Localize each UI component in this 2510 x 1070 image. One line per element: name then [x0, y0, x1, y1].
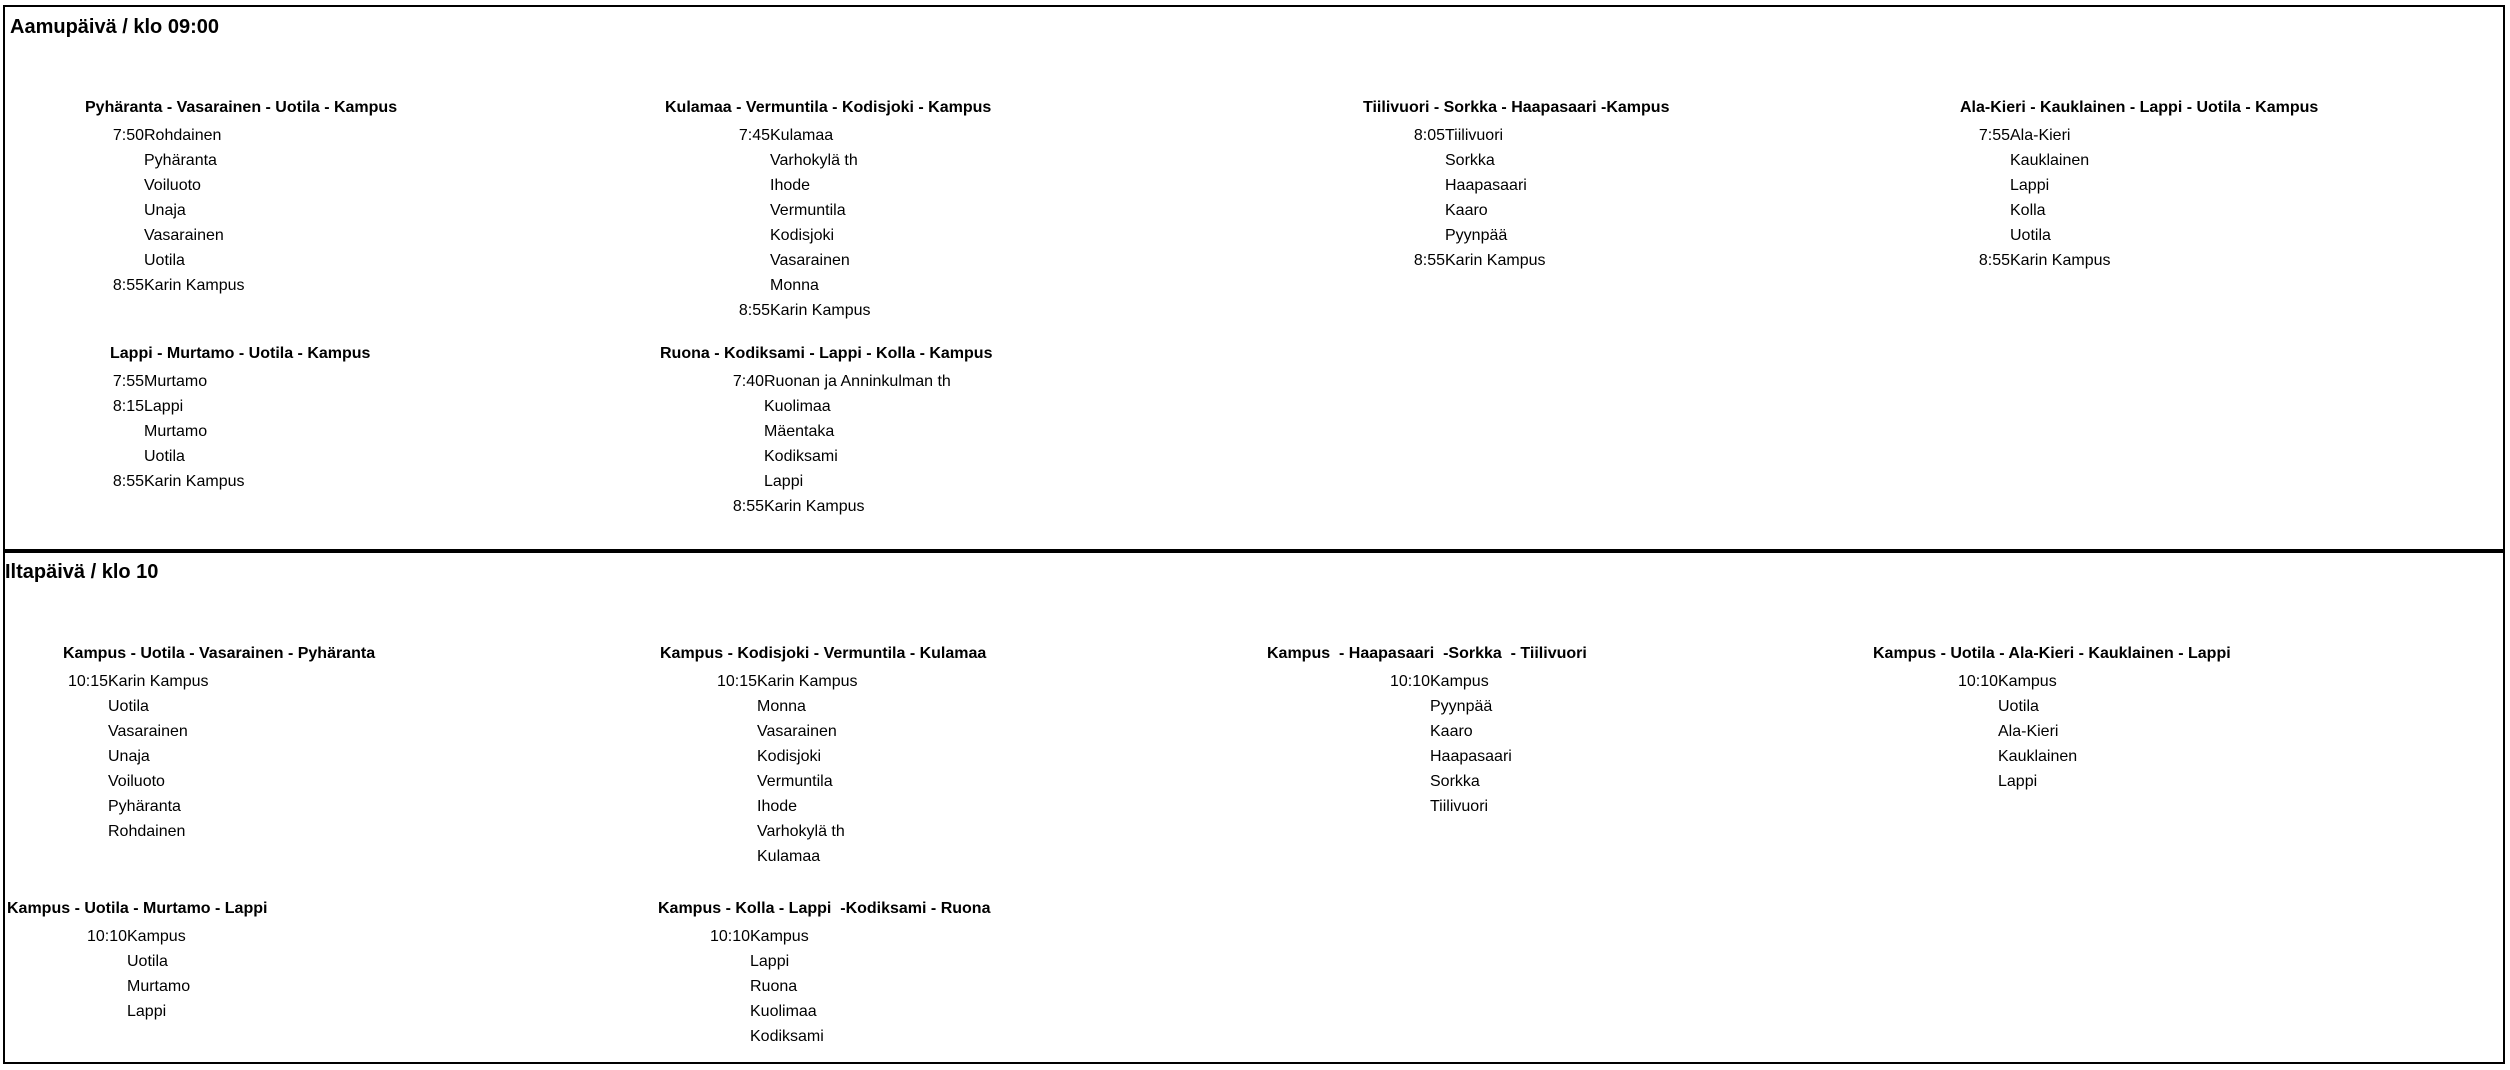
stop-cell: Kuolimaa: [764, 398, 831, 415]
time-cell: [1960, 198, 2010, 223]
time-cell: [1873, 719, 1998, 744]
stop-row: [658, 999, 824, 1024]
stop-cell: Monna: [770, 277, 819, 294]
stop-cell: Ala-Kieri: [2010, 127, 2071, 144]
time-cell: [660, 469, 764, 494]
stop-row: [110, 419, 245, 444]
time-cell: [1873, 744, 1998, 769]
time-cell: [1267, 744, 1430, 769]
stop-row: [110, 369, 245, 394]
stop-cell: Sorkka: [1445, 152, 1495, 169]
route-block-alakieri-kampus: [1960, 95, 2318, 273]
stop-row: [1363, 173, 1546, 198]
route-block-tiilivuori-kampus: [1363, 95, 1669, 273]
stop-cell: Karin Kampus: [757, 673, 858, 690]
route-block-kampus-tiilivuori: [1267, 641, 1587, 819]
stop-cell: Ruona: [750, 978, 798, 995]
stop-cell: Mäentaka: [764, 423, 835, 440]
stop-cell: Kodisjoki: [770, 227, 835, 244]
stop-row: [1873, 694, 2077, 719]
time-cell: [665, 273, 770, 298]
stop-cell: Karin Kampus: [2010, 252, 2111, 269]
stop-row: [63, 744, 209, 769]
stop-row: [1960, 123, 2111, 148]
stop-row: [665, 273, 871, 298]
route-block-ruona-kampus: [660, 341, 992, 519]
time-cell: [1363, 148, 1445, 173]
time-cell: [665, 248, 770, 273]
time-cell: 8:55: [112, 473, 144, 490]
stop-cell: Kodiksami: [764, 448, 838, 465]
time-cell: 7:55: [1978, 127, 2010, 144]
time-cell: 8:55: [732, 498, 764, 515]
stop-cell: Voiluoto: [144, 177, 201, 194]
time-cell: [1960, 148, 2010, 173]
time-cell: [63, 794, 108, 819]
route-title: Kampus - Uotila - Murtamo - Lappi: [7, 900, 268, 917]
time-cell: 8:55: [1413, 252, 1445, 269]
stop-row: [1267, 669, 1512, 694]
time-cell: 7:40: [732, 373, 764, 390]
time-cell: [658, 974, 750, 999]
stop-cell: Kampus: [1430, 673, 1489, 690]
stop-row: [7, 999, 190, 1024]
stop-cell: Kauklainen: [1998, 748, 2078, 765]
stop-cell: Ala-Kieri: [1998, 723, 2059, 740]
stop-row: [1267, 694, 1512, 719]
route-block-lappi-kampus: [110, 341, 370, 494]
stop-row: [63, 769, 209, 794]
stop-row: [658, 949, 824, 974]
time-cell: [85, 198, 144, 223]
stop-row: [7, 924, 190, 949]
time-cell: [660, 744, 757, 769]
stop-cell: Unaja: [108, 748, 150, 765]
time-cell: 7:50: [112, 127, 144, 144]
stop-row: [665, 223, 871, 248]
route-title: Kampus - Uotila - Ala-Kieri - Kauklainen - Lappi: [1873, 645, 2231, 662]
stop-cell: Kodisjoki: [757, 748, 822, 765]
route-block-kulamaa-kampus: [665, 95, 991, 323]
time-cell: [7, 949, 127, 974]
stop-cell: Kuolimaa: [750, 1003, 817, 1020]
stop-cell: Kauklainen: [2010, 152, 2090, 169]
stop-cell: Varhokylä th: [770, 152, 858, 169]
stop-row: [665, 298, 871, 323]
time-cell: [63, 694, 108, 719]
stop-cell: Monna: [757, 698, 806, 715]
stop-cell: Vasarainen: [108, 723, 188, 740]
stop-cell: Ihode: [770, 177, 811, 194]
time-cell: [665, 148, 770, 173]
stop-row: [85, 273, 245, 298]
time-cell: 10:10: [86, 928, 127, 945]
stop-row: [660, 494, 951, 519]
stop-cell: Haapasaari: [1445, 177, 1527, 194]
time-cell: [660, 769, 757, 794]
stop-row: [660, 369, 951, 394]
stop-row: [1267, 744, 1512, 769]
stop-cell: Lappi: [750, 953, 790, 970]
section-afternoon-header: Iltapäivä / klo 10: [5, 561, 159, 583]
stop-row: [1873, 719, 2077, 744]
stop-row: [660, 419, 951, 444]
time-cell: [1267, 769, 1430, 794]
time-cell: [660, 844, 757, 869]
stop-row: [660, 844, 858, 869]
time-cell: [660, 719, 757, 744]
stop-cell: Vasarainen: [757, 723, 837, 740]
stop-cell: Kodiksami: [750, 1028, 824, 1045]
section-morning-header: Aamupäivä / klo 09:00: [10, 16, 219, 38]
route-block-kampus-pyharanta: [63, 641, 375, 844]
stop-cell: Ihode: [757, 798, 798, 815]
stop-row: [63, 719, 209, 744]
stop-row: [85, 148, 245, 173]
stops-table: [660, 669, 858, 869]
stop-row: [85, 223, 245, 248]
stop-cell: Unaja: [144, 202, 186, 219]
stop-row: [110, 469, 245, 494]
stop-row: [660, 694, 858, 719]
stop-row: [7, 974, 190, 999]
stop-row: [660, 669, 858, 694]
stop-cell: Vasarainen: [144, 227, 224, 244]
route-block-kampus-lappi-murtamo: [7, 896, 267, 1024]
stops-table: [665, 123, 871, 323]
route-title: Ruona - Kodiksami - Lappi - Kolla - Kampus: [660, 345, 993, 362]
stop-cell: Karin Kampus: [144, 277, 245, 294]
stops-table: [660, 369, 951, 519]
route-title: Kulamaa - Vermuntila - Kodisjoki - Kampus: [665, 99, 992, 116]
stop-row: [1873, 769, 2077, 794]
stop-row: [1960, 198, 2111, 223]
stop-row: [665, 173, 871, 198]
stops-table: [7, 924, 190, 1024]
stop-cell: Murtamo: [144, 373, 208, 390]
time-cell: 10:10: [1957, 673, 1998, 690]
time-cell: 7:55: [112, 373, 144, 390]
stop-cell: Vermuntila: [757, 773, 833, 790]
route-title: Kampus - Haapasaari -Sorkka - Tiilivuori: [1267, 645, 1587, 662]
route-title: Ala-Kieri - Kauklainen - Lappi - Uotila - Kampus: [1960, 99, 2319, 116]
stop-cell: Karin Kampus: [764, 498, 865, 515]
stop-cell: Pyhäranta: [108, 798, 181, 815]
stop-row: [63, 819, 209, 844]
stop-cell: Kaaro: [1445, 202, 1488, 219]
time-cell: [1363, 198, 1445, 223]
stop-row: [110, 444, 245, 469]
time-cell: 10:15: [716, 673, 757, 690]
stop-row: [658, 924, 824, 949]
time-cell: [660, 419, 764, 444]
stop-cell: Kaaro: [1430, 723, 1473, 740]
time-cell: [7, 974, 127, 999]
time-cell: [1960, 173, 2010, 198]
stop-cell: Kulamaa: [757, 848, 821, 865]
stop-row: [1363, 248, 1546, 273]
stop-row: [660, 444, 951, 469]
stop-cell: Pyhäranta: [144, 152, 217, 169]
time-cell: [658, 949, 750, 974]
time-cell: 8:55: [1978, 252, 2010, 269]
stop-row: [1267, 794, 1512, 819]
stop-row: [85, 248, 245, 273]
stop-cell: Lappi: [764, 473, 804, 490]
time-cell: [7, 999, 127, 1024]
stop-cell: Murtamo: [127, 978, 191, 995]
stop-cell: Kolla: [2010, 202, 2046, 219]
stop-row: [85, 173, 245, 198]
stop-row: [660, 719, 858, 744]
time-cell: 10:10: [1389, 673, 1430, 690]
time-cell: [63, 769, 108, 794]
stop-row: [1267, 769, 1512, 794]
stop-row: [1363, 198, 1546, 223]
time-cell: [665, 173, 770, 198]
time-cell: 8:55: [738, 302, 770, 319]
route-block-pyharanta-kampus: [85, 95, 397, 298]
time-cell: [660, 444, 764, 469]
time-cell: 8:55: [112, 277, 144, 294]
stop-cell: Voiluoto: [108, 773, 165, 790]
time-cell: [660, 819, 757, 844]
stop-row: [1960, 173, 2111, 198]
stop-cell: Uotila: [144, 252, 185, 269]
time-cell: [1873, 694, 1998, 719]
stop-row: [63, 694, 209, 719]
stop-cell: Uotila: [108, 698, 149, 715]
stop-cell: Haapasaari: [1430, 748, 1512, 765]
stops-table: [1267, 669, 1512, 819]
stop-cell: Uotila: [127, 953, 168, 970]
stop-row: [1363, 123, 1546, 148]
time-cell: [85, 173, 144, 198]
stop-row: [665, 148, 871, 173]
stop-cell: Uotila: [2010, 227, 2051, 244]
time-cell: [665, 198, 770, 223]
route-title: Tiilivuori - Sorkka - Haapasaari -Kampus: [1363, 99, 1670, 116]
stop-cell: Pyynpää: [1430, 698, 1493, 715]
time-cell: [1873, 769, 1998, 794]
stop-cell: Murtamo: [144, 423, 208, 440]
time-cell: [63, 719, 108, 744]
time-cell: [1267, 794, 1430, 819]
stop-cell: Kulamaa: [770, 127, 834, 144]
time-cell: 10:15: [67, 673, 108, 690]
route-block-kampus-ruona: [658, 896, 990, 1049]
stop-row: [658, 1024, 824, 1049]
time-cell: [110, 444, 144, 469]
section-morning: [3, 5, 2505, 551]
stop-cell: Tiilivuori: [1445, 127, 1504, 144]
stop-cell: Lappi: [144, 398, 184, 415]
time-cell: [660, 694, 757, 719]
stop-cell: Kampus: [127, 928, 186, 945]
stop-row: [665, 248, 871, 273]
route-title: Kampus - Kolla - Lappi -Kodiksami - Ruona: [658, 900, 991, 917]
time-cell: [1267, 719, 1430, 744]
time-cell: [85, 248, 144, 273]
stop-cell: Ruonan ja Anninkulman th: [764, 373, 951, 390]
stop-cell: Karin Kampus: [108, 673, 209, 690]
stop-cell: Lappi: [2010, 177, 2050, 194]
time-cell: [1267, 694, 1430, 719]
time-cell: [665, 223, 770, 248]
stop-cell: Sorkka: [1430, 773, 1480, 790]
stop-row: [660, 744, 858, 769]
stop-cell: Lappi: [1998, 773, 2038, 790]
stops-table: [110, 369, 245, 494]
time-cell: [1363, 223, 1445, 248]
stop-row: [660, 469, 951, 494]
stop-cell: Varhokylä th: [757, 823, 845, 840]
stop-row: [110, 394, 245, 419]
stop-row: [660, 819, 858, 844]
time-cell: [63, 819, 108, 844]
stop-row: [1267, 719, 1512, 744]
stop-row: [1363, 223, 1546, 248]
stops-table: [63, 669, 209, 844]
stops-table: [1873, 669, 2077, 794]
stop-row: [63, 669, 209, 694]
time-cell: [85, 223, 144, 248]
stop-row: [1873, 744, 2077, 769]
section-afternoon: [3, 551, 2505, 1064]
stop-cell: Vasarainen: [770, 252, 850, 269]
time-cell: [660, 394, 764, 419]
stop-cell: Kampus: [750, 928, 809, 945]
route-block-kampus-lappi-alakieri: [1873, 641, 2231, 794]
stops-table: [85, 123, 245, 298]
time-cell: [110, 419, 144, 444]
time-cell: 7:45: [738, 127, 770, 144]
time-cell: [1363, 173, 1445, 198]
stop-row: [1960, 223, 2111, 248]
stop-cell: Tiilivuori: [1430, 798, 1489, 815]
time-cell: [1960, 223, 2010, 248]
time-cell: [658, 999, 750, 1024]
stop-cell: Karin Kampus: [770, 302, 871, 319]
stop-cell: Rohdainen: [144, 127, 222, 144]
stop-cell: Kampus: [1998, 673, 2057, 690]
stop-row: [660, 794, 858, 819]
stop-row: [665, 123, 871, 148]
route-title: Kampus - Kodisjoki - Vermuntila - Kulamaa: [660, 645, 987, 662]
stop-row: [85, 123, 245, 148]
stop-row: [1363, 148, 1546, 173]
stops-table: [1960, 123, 2111, 273]
stop-cell: Karin Kampus: [144, 473, 245, 490]
route-block-kampus-kulamaa: [660, 641, 986, 869]
stop-cell: Karin Kampus: [1445, 252, 1546, 269]
stop-row: [660, 394, 951, 419]
stop-cell: Rohdainen: [108, 823, 186, 840]
route-title: Lappi - Murtamo - Uotila - Kampus: [110, 345, 371, 362]
stop-row: [1960, 148, 2111, 173]
time-cell: [660, 794, 757, 819]
time-cell: 8:15: [112, 398, 144, 415]
stop-cell: Lappi: [127, 1003, 167, 1020]
time-cell: [63, 744, 108, 769]
time-cell: [85, 148, 144, 173]
time-cell: 8:05: [1413, 127, 1445, 144]
stop-cell: Uotila: [144, 448, 185, 465]
stop-row: [665, 198, 871, 223]
stop-row: [1873, 669, 2077, 694]
stop-cell: Vermuntila: [770, 202, 846, 219]
route-title: Pyhäranta - Vasarainen - Uotila - Kampus: [85, 99, 398, 116]
stop-row: [660, 769, 858, 794]
time-cell: 10:10: [709, 928, 750, 945]
stop-row: [7, 949, 190, 974]
stop-row: [658, 974, 824, 999]
route-title: Kampus - Uotila - Vasarainen - Pyhäranta: [63, 645, 376, 662]
time-cell: [658, 1024, 750, 1049]
stop-row: [1960, 248, 2111, 273]
stops-table: [658, 924, 824, 1049]
stop-cell: Uotila: [1998, 698, 2039, 715]
stop-row: [85, 198, 245, 223]
stop-row: [63, 794, 209, 819]
stop-cell: Pyynpää: [1445, 227, 1508, 244]
stops-table: [1363, 123, 1546, 273]
